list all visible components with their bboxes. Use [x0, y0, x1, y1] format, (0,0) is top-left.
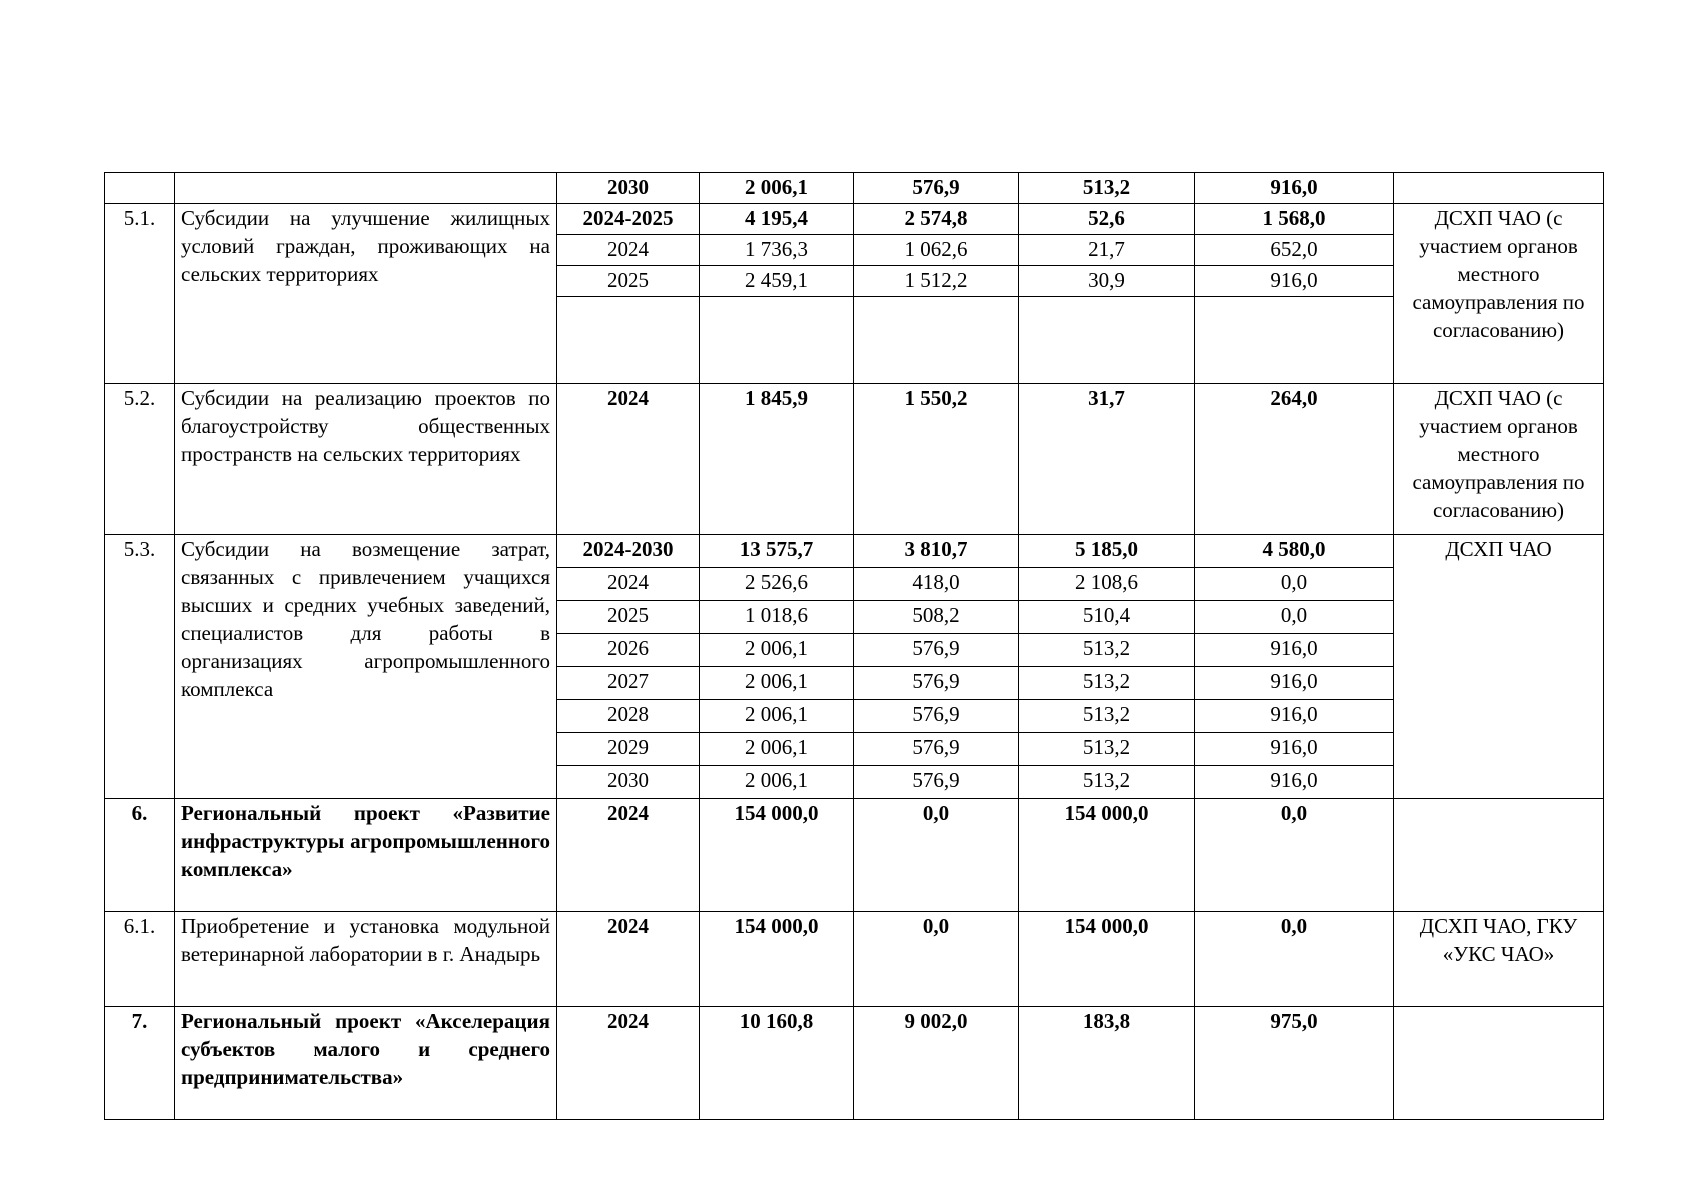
other-sources-cell: 916,0	[1195, 173, 1394, 204]
row-number-cell: 5.3.	[105, 535, 175, 799]
year-cell: 2024	[557, 912, 700, 1007]
federal-budget-cell: 418,0	[854, 568, 1019, 601]
total-cell	[700, 297, 854, 384]
federal-budget-cell: 0,0	[854, 799, 1019, 912]
other-sources-cell: 652,0	[1195, 235, 1394, 266]
regional-budget-cell: 21,7	[1019, 235, 1195, 266]
federal-budget-cell: 576,9	[854, 766, 1019, 799]
row-name-cell	[175, 173, 557, 204]
other-sources-cell: 0,0	[1195, 799, 1394, 912]
total-cell: 1 018,6	[700, 601, 854, 634]
year-cell: 2024	[557, 235, 700, 266]
regional-budget-cell	[1019, 297, 1195, 384]
row-number-cell: 6.	[105, 799, 175, 912]
other-sources-cell: 916,0	[1195, 766, 1394, 799]
federal-budget-cell: 9 002,0	[854, 1007, 1019, 1120]
total-cell: 2 459,1	[700, 266, 854, 297]
federal-budget-cell	[854, 297, 1019, 384]
other-sources-cell: 0,0	[1195, 568, 1394, 601]
regional-budget-cell: 513,2	[1019, 733, 1195, 766]
other-sources-cell: 0,0	[1195, 601, 1394, 634]
regional-budget-cell: 513,2	[1019, 700, 1195, 733]
federal-budget-cell: 576,9	[854, 634, 1019, 667]
responsible-cell: ДСХП ЧАО	[1394, 535, 1604, 799]
regional-budget-cell: 513,2	[1019, 667, 1195, 700]
table-row	[105, 912, 1604, 1007]
other-sources-cell: 975,0	[1195, 1007, 1394, 1120]
total-cell: 2 006,1	[700, 667, 854, 700]
federal-budget-cell: 1 062,6	[854, 235, 1019, 266]
total-cell: 2 526,6	[700, 568, 854, 601]
row-number-cell: 7.	[105, 1007, 175, 1120]
federal-budget-cell: 1 512,2	[854, 266, 1019, 297]
year-cell: 2024	[557, 799, 700, 912]
federal-budget-cell: 508,2	[854, 601, 1019, 634]
total-cell: 2 006,1	[700, 634, 854, 667]
responsible-cell	[1394, 1007, 1604, 1120]
regional-budget-cell: 183,8	[1019, 1007, 1195, 1120]
row-name-cell: Субсидии на улучшение жилищных условий граждан, проживающих на сельских территориях	[175, 204, 557, 384]
regional-budget-cell: 5 185,0	[1019, 535, 1195, 568]
total-cell: 13 575,7	[700, 535, 854, 568]
row-name-cell: Региональный проект «Развитие инфраструктуры агропромышленного комплекса»	[175, 799, 557, 912]
federal-budget-cell: 2 574,8	[854, 204, 1019, 235]
federal-budget-cell: 0,0	[854, 912, 1019, 1007]
other-sources-cell: 916,0	[1195, 733, 1394, 766]
table-row	[105, 204, 1604, 235]
other-sources-cell: 264,0	[1195, 384, 1394, 535]
responsible-cell: ДСХП ЧАО, ГКУ «УКС ЧАО»	[1394, 912, 1604, 1007]
federal-budget-cell: 576,9	[854, 173, 1019, 204]
regional-budget-cell: 52,6	[1019, 204, 1195, 235]
year-cell: 2030	[557, 173, 700, 204]
responsible-cell: ДСХП ЧАО (с участием органов местного самоуправления по согласованию)	[1394, 204, 1604, 384]
table-row	[105, 535, 1604, 568]
regional-budget-cell: 154 000,0	[1019, 912, 1195, 1007]
row-name-cell: Приобретение и установка модульной ветеринарной лаборатории в г. Анадырь	[175, 912, 557, 1007]
year-cell: 2028	[557, 700, 700, 733]
other-sources-cell: 4 580,0	[1195, 535, 1394, 568]
row-number-cell: 6.1.	[105, 912, 175, 1007]
regional-budget-cell: 513,2	[1019, 173, 1195, 204]
other-sources-cell: 1 568,0	[1195, 204, 1394, 235]
total-cell: 10 160,8	[700, 1007, 854, 1120]
year-cell: 2024	[557, 384, 700, 535]
total-cell: 1 845,9	[700, 384, 854, 535]
federal-budget-cell: 576,9	[854, 700, 1019, 733]
total-cell: 2 006,1	[700, 173, 854, 204]
total-cell: 2 006,1	[700, 766, 854, 799]
total-cell: 4 195,4	[700, 204, 854, 235]
responsible-cell	[1394, 173, 1604, 204]
total-cell: 154 000,0	[700, 912, 854, 1007]
federal-budget-cell: 3 810,7	[854, 535, 1019, 568]
other-sources-cell: 916,0	[1195, 667, 1394, 700]
row-name-cell: Субсидии на возмещение затрат, связанных с привлечением учащихся высших и средних учебных заведений, специалистов для работы в организациях агропромышленного комплекса	[175, 535, 557, 799]
row-name-cell: Региональный проект «Акселерация субъектов малого и среднего предпринимательства»	[175, 1007, 557, 1120]
regional-budget-cell: 30,9	[1019, 266, 1195, 297]
year-cell: 2026	[557, 634, 700, 667]
responsible-cell: ДСХП ЧАО (с участием органов местного самоуправления по согласованию)	[1394, 384, 1604, 535]
regional-budget-cell: 154 000,0	[1019, 799, 1195, 912]
regional-budget-cell: 510,4	[1019, 601, 1195, 634]
table-row	[105, 173, 1604, 204]
year-cell: 2025	[557, 266, 700, 297]
total-cell: 154 000,0	[700, 799, 854, 912]
table-row	[105, 1007, 1604, 1120]
row-number-cell: 5.1.	[105, 204, 175, 384]
table-row	[105, 384, 1604, 535]
regional-budget-cell: 2 108,6	[1019, 568, 1195, 601]
regional-budget-cell: 513,2	[1019, 634, 1195, 667]
year-cell: 2027	[557, 667, 700, 700]
other-sources-cell: 916,0	[1195, 700, 1394, 733]
other-sources-cell: 916,0	[1195, 634, 1394, 667]
federal-budget-cell: 1 550,2	[854, 384, 1019, 535]
year-cell: 2030	[557, 766, 700, 799]
row-number-cell: 5.2.	[105, 384, 175, 535]
year-cell: 2024	[557, 568, 700, 601]
row-number-cell	[105, 173, 175, 204]
other-sources-cell: 916,0	[1195, 266, 1394, 297]
federal-budget-cell: 576,9	[854, 733, 1019, 766]
responsible-cell	[1394, 799, 1604, 912]
federal-budget-cell: 576,9	[854, 667, 1019, 700]
other-sources-cell: 0,0	[1195, 912, 1394, 1007]
financing-table	[104, 172, 1604, 1120]
row-name-cell: Субсидии на реализацию проектов по благоустройству общественных пространств на сельских территориях	[175, 384, 557, 535]
year-cell	[557, 297, 700, 384]
regional-budget-cell: 31,7	[1019, 384, 1195, 535]
total-cell: 1 736,3	[700, 235, 854, 266]
table-row	[105, 799, 1604, 912]
year-cell: 2025	[557, 601, 700, 634]
year-cell: 2024-2025	[557, 204, 700, 235]
other-sources-cell	[1195, 297, 1394, 384]
year-cell: 2024	[557, 1007, 700, 1120]
total-cell: 2 006,1	[700, 733, 854, 766]
year-cell: 2024-2030	[557, 535, 700, 568]
year-cell: 2029	[557, 733, 700, 766]
total-cell: 2 006,1	[700, 700, 854, 733]
regional-budget-cell: 513,2	[1019, 766, 1195, 799]
